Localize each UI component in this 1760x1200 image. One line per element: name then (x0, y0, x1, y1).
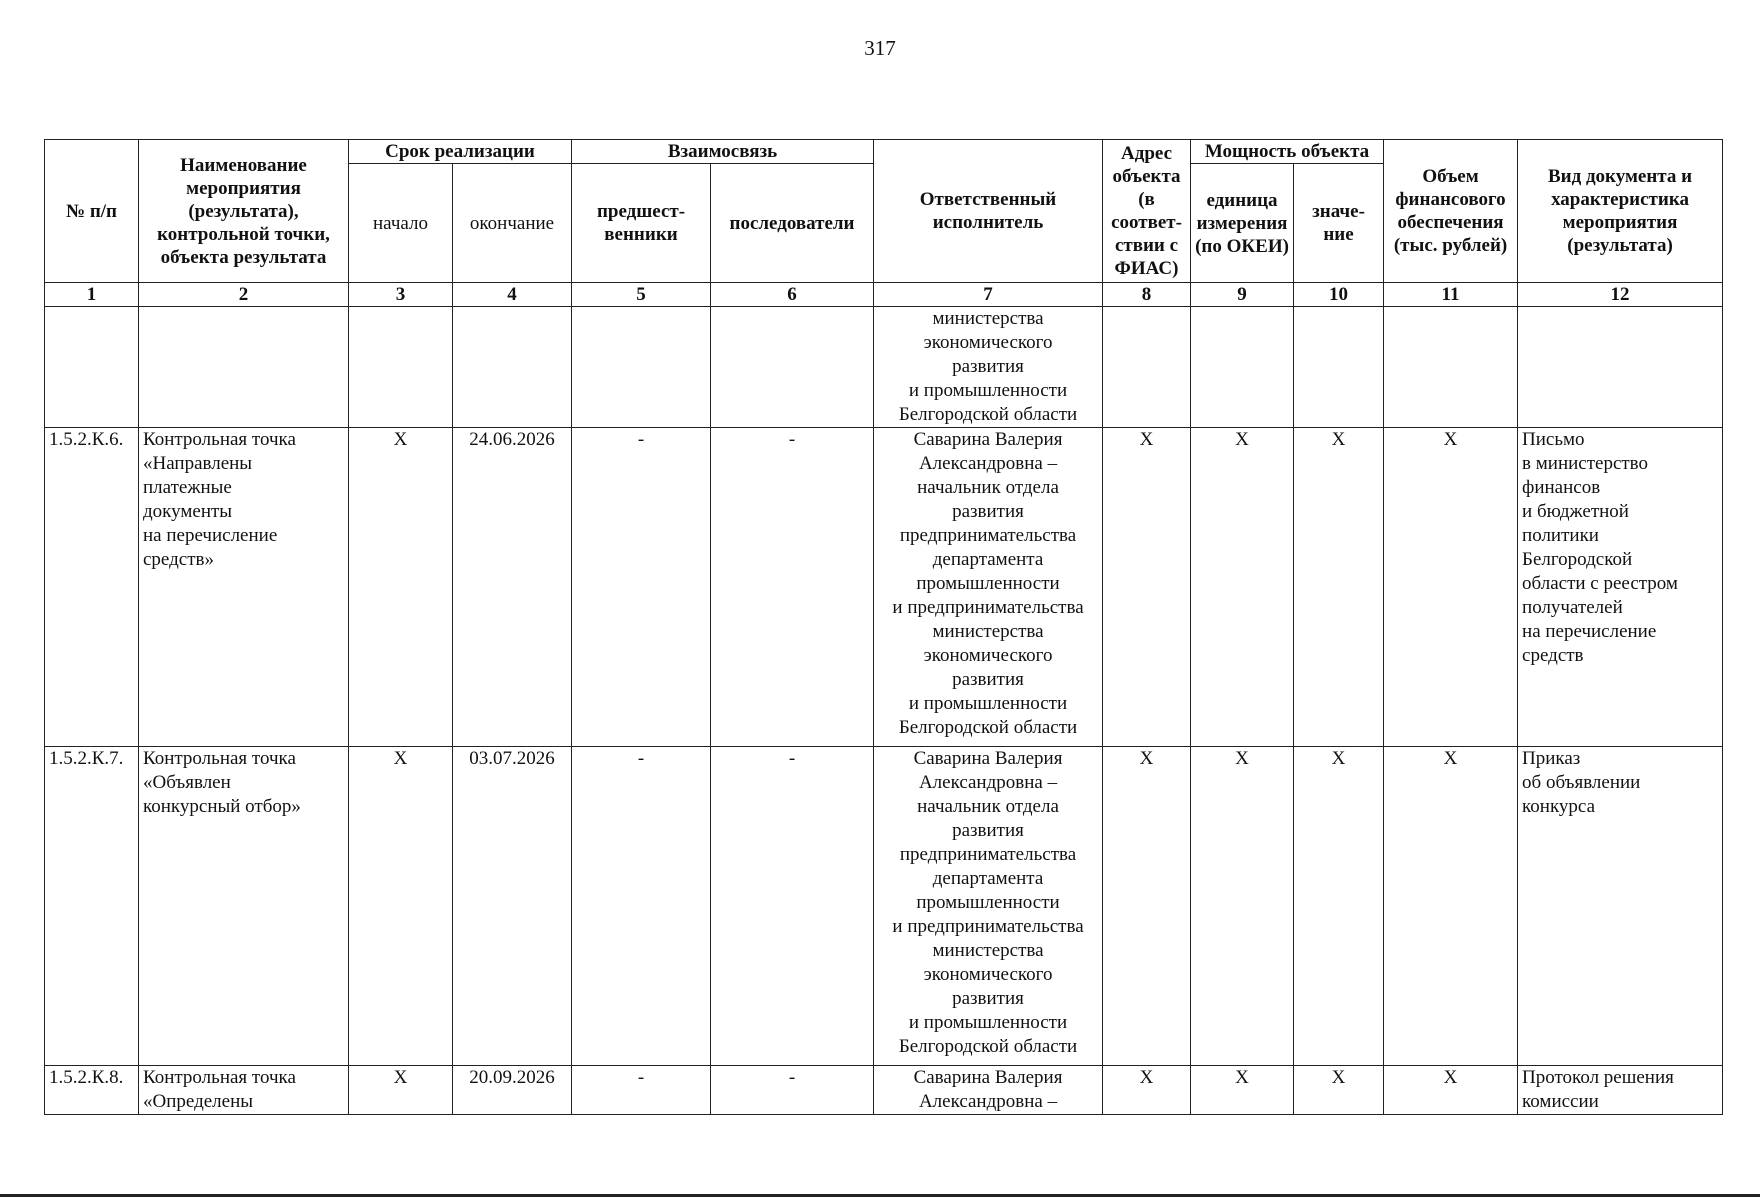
text-line: экономического (923, 964, 1053, 985)
text-line: средств (1522, 645, 1584, 666)
cell-document (1518, 428, 1723, 747)
header-resp: Ответственный исполнитель (874, 140, 1103, 283)
text-line: документы (143, 501, 233, 522)
text-line: и предпринимательства (892, 597, 1084, 618)
cell-end: 24.06.2026 (453, 428, 572, 747)
text-line: Письмо (1522, 429, 1585, 450)
cell-finance: X (1384, 1066, 1518, 1115)
text-line: Александровна – (918, 1091, 1058, 1112)
header-name: Наименование мероприятия (результата), контрольной точки, объекта результата (139, 140, 349, 283)
cell-responsible (874, 428, 1103, 747)
cell-address: X (1103, 747, 1191, 1066)
cell-id: 1.5.2.К.8. (45, 1066, 139, 1115)
cell-start: X (349, 747, 453, 1066)
text-line: Саварина Валерия (913, 748, 1063, 769)
colnum: 4 (453, 283, 572, 307)
text-line: министерства (932, 621, 1044, 642)
colnum: 12 (1518, 283, 1723, 307)
text-line: конкурсный отбор» (143, 796, 301, 817)
header-succ: последователи (711, 164, 874, 283)
text-line: области с реестром (1522, 573, 1678, 594)
text-line: на перечисление (1522, 621, 1657, 642)
text-line: Контрольная точка (143, 748, 296, 769)
text-line: предпринимательства (899, 525, 1077, 546)
text-line: Белгородской (1522, 549, 1633, 570)
cell-start: X (349, 428, 453, 747)
text-line: министерства (932, 940, 1044, 961)
cell-pred: - (572, 428, 711, 747)
cell-id: 1.5.2.К.7. (45, 747, 139, 1066)
text-line: промышленности (916, 892, 1060, 913)
text-line: и предпринимательства (892, 916, 1084, 937)
text-line: средств» (143, 549, 214, 570)
text-line: Саварина Валерия (913, 1067, 1063, 1088)
cell-end: 03.07.2026 (453, 747, 572, 1066)
table-row-continuation (45, 307, 1723, 428)
text-line: развития (952, 669, 1024, 690)
header-start: начало (349, 164, 453, 283)
cell-empty (1191, 307, 1294, 428)
text-line: политики (1522, 525, 1599, 546)
text-line: предпринимательства (899, 844, 1077, 865)
colnum: 5 (572, 283, 711, 307)
header-value: значе-ние (1294, 164, 1384, 283)
text-line: Саварина Валерия (913, 429, 1063, 450)
text-line: «Объявлен (143, 772, 231, 793)
text-line: развития (952, 501, 1024, 522)
cell-empty (45, 307, 139, 428)
cell-empty (1518, 307, 1723, 428)
text-line: «Направлены (143, 453, 253, 474)
text-line: экономического (923, 645, 1053, 666)
cell-succ: - (711, 1066, 874, 1115)
column-numbers-row (45, 283, 1723, 307)
text-line: конкурса (1522, 796, 1596, 817)
colnum: 8 (1103, 283, 1191, 307)
header-row-1 (45, 140, 1723, 164)
text-line: получателей (1522, 597, 1623, 618)
cell-unit: X (1191, 1066, 1294, 1115)
colnum: 9 (1191, 283, 1294, 307)
cell-empty (453, 307, 572, 428)
table-row (45, 747, 1723, 1066)
text-line: департамента (932, 868, 1044, 889)
cell-empty (1103, 307, 1191, 428)
header-no: № п/п (45, 140, 139, 283)
cell-succ: - (711, 428, 874, 747)
cell-value: X (1294, 428, 1384, 747)
text-line: развития (952, 356, 1024, 377)
page-number: 317 (864, 36, 896, 60)
text-line: промышленности (916, 573, 1060, 594)
text-line: департамента (932, 549, 1044, 570)
cell-pred: - (572, 1066, 711, 1115)
header-end: окончание (453, 164, 572, 283)
table-row (45, 1066, 1723, 1115)
text-line: комиссии (1522, 1091, 1599, 1112)
bottom-rule (0, 1194, 1760, 1197)
cell-id: 1.5.2.К.6. (45, 428, 139, 747)
text-line: Белгородской области (898, 717, 1078, 738)
cell-unit: X (1191, 747, 1294, 1066)
text-line: финансов (1522, 477, 1601, 498)
cell-responsible (874, 1066, 1103, 1115)
header-group-srok: Срок реализации (349, 140, 572, 164)
activities-table (44, 139, 1723, 1115)
cell-finance: X (1384, 747, 1518, 1066)
colnum: 2 (139, 283, 349, 307)
text-line: Протокол решения (1522, 1067, 1674, 1088)
cell-empty (1294, 307, 1384, 428)
cell-responsible (874, 747, 1103, 1066)
header-doc: Вид документа и характеристика мероприятия (результата) (1518, 140, 1723, 283)
text-line: Белгородской области (898, 1036, 1078, 1057)
text-line: «Определены (143, 1091, 254, 1112)
colnum: 1 (45, 283, 139, 307)
text-line: в министерство (1522, 453, 1649, 474)
text-line: платежные (143, 477, 232, 498)
text-line: и промышленности (908, 693, 1068, 714)
text-line: на перечисление (143, 525, 278, 546)
header-finance: Объем финансового обеспечения (тыс. рублей) (1384, 140, 1518, 283)
colnum: 7 (874, 283, 1103, 307)
text-line: министерства (932, 308, 1044, 329)
header-pred: предшест-венники (572, 164, 711, 283)
header-unit: единица измерения (по ОКЕИ) (1191, 164, 1294, 283)
text-line: Александровна – (918, 453, 1058, 474)
cell-unit: X (1191, 428, 1294, 747)
cell-empty (572, 307, 711, 428)
text-line: Контрольная точка (143, 429, 296, 450)
cell-empty (349, 307, 453, 428)
text-line: об объявлении (1522, 772, 1641, 793)
cell-empty (139, 307, 349, 428)
text-line: Приказ (1522, 748, 1581, 769)
cell-document (1518, 1066, 1723, 1115)
text-line: Александровна – (918, 772, 1058, 793)
cell-empty (1384, 307, 1518, 428)
colnum: 6 (711, 283, 874, 307)
colnum: 10 (1294, 283, 1384, 307)
cell-name (139, 428, 349, 747)
colnum: 3 (349, 283, 453, 307)
cell-responsible (874, 307, 1103, 428)
text-line: начальник отдела (917, 796, 1059, 817)
cell-address: X (1103, 1066, 1191, 1115)
text-line: развития (952, 820, 1024, 841)
cell-document (1518, 747, 1723, 1066)
header-group-power: Мощность объекта (1191, 140, 1384, 164)
cell-name (139, 1066, 349, 1115)
cell-pred: - (572, 747, 711, 1066)
text-line: развития (952, 988, 1024, 1009)
cell-value: X (1294, 747, 1384, 1066)
header-addr: Адрес объекта (в соответ-ствии с ФИАС) (1103, 140, 1191, 283)
cell-start: X (349, 1066, 453, 1115)
cell-address: X (1103, 428, 1191, 747)
text-line: и промышленности (908, 1012, 1068, 1033)
header-group-link: Взаимосвязь (572, 140, 874, 164)
cell-value: X (1294, 1066, 1384, 1115)
colnum: 11 (1384, 283, 1518, 307)
text-line: и промышленности (908, 380, 1068, 401)
text-line: Белгородской области (898, 404, 1078, 425)
cell-name (139, 747, 349, 1066)
cell-succ: - (711, 747, 874, 1066)
text-line: Контрольная точка (143, 1067, 296, 1088)
text-line: экономического (923, 332, 1053, 353)
table-row (45, 428, 1723, 747)
cell-finance: X (1384, 428, 1518, 747)
cell-end: 20.09.2026 (453, 1066, 572, 1115)
cell-empty (711, 307, 874, 428)
text-line: начальник отдела (917, 477, 1059, 498)
text-line: и бюджетной (1522, 501, 1629, 522)
